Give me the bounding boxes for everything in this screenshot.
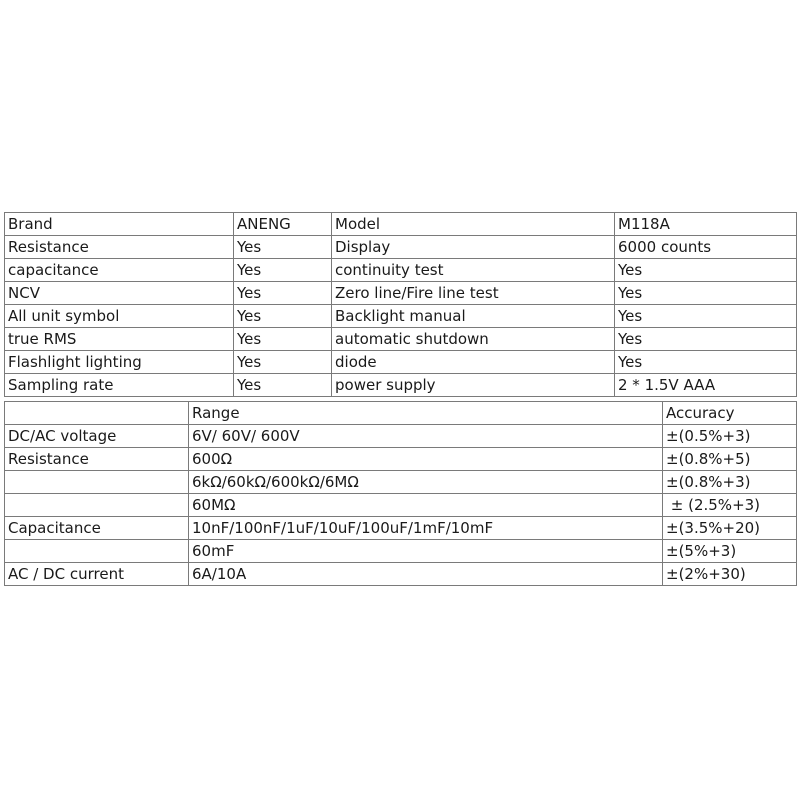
range-cell: 60mF xyxy=(189,540,663,563)
table-row xyxy=(5,448,797,471)
spec-label: Backlight manual xyxy=(332,305,615,328)
accuracy-cell: ±(0.8%+5) xyxy=(663,448,797,471)
table-row xyxy=(5,328,797,351)
spec-label: Resistance xyxy=(5,236,234,259)
spec-value: Yes xyxy=(615,305,797,328)
spec-value: Yes xyxy=(234,328,332,351)
table-row xyxy=(5,540,797,563)
table-row xyxy=(5,517,797,540)
spec-value: Yes xyxy=(615,328,797,351)
function-cell: DC/AC voltage xyxy=(5,425,189,448)
spec-value: Yes xyxy=(234,259,332,282)
accuracy-cell: ±(2%+30) xyxy=(663,563,797,586)
spec-label: power supply xyxy=(332,374,615,397)
spec-label: Zero line/Fire line test xyxy=(332,282,615,305)
spec-value: Yes xyxy=(234,351,332,374)
accuracy-cell: ±(5%+3) xyxy=(663,540,797,563)
table-row xyxy=(5,425,797,448)
table-row xyxy=(5,494,797,517)
range-cell: 6kΩ/60kΩ/600kΩ/6MΩ xyxy=(189,471,663,494)
spec-value: M118A xyxy=(615,213,797,236)
range-cell: 600Ω xyxy=(189,448,663,471)
range-cell: 6V/ 60V/ 600V xyxy=(189,425,663,448)
table-row xyxy=(5,259,797,282)
accuracy-cell: ±(0.5%+3) xyxy=(663,425,797,448)
spec-label: Flashlight lighting xyxy=(5,351,234,374)
table-row xyxy=(5,305,797,328)
spec-value: Yes xyxy=(615,282,797,305)
spec-label: Display xyxy=(332,236,615,259)
spec-value: Yes xyxy=(234,282,332,305)
function-cell: Resistance xyxy=(5,448,189,471)
accuracy-cell: ±(0.8%+3) xyxy=(663,471,797,494)
spec-value: Yes xyxy=(615,351,797,374)
table-row xyxy=(5,236,797,259)
spec-value: ANENG xyxy=(234,213,332,236)
accuracy-header: Accuracy xyxy=(663,402,797,425)
range-cell: 6A/10A xyxy=(189,563,663,586)
spec-value: Yes xyxy=(234,236,332,259)
spec-label: All unit symbol xyxy=(5,305,234,328)
function-header xyxy=(5,402,189,425)
spec-label: capacitance xyxy=(5,259,234,282)
table-row xyxy=(5,282,797,305)
table-header-row xyxy=(5,402,797,425)
spec-label: NCV xyxy=(5,282,234,305)
spec-label: continuity test xyxy=(332,259,615,282)
function-cell xyxy=(5,471,189,494)
table-row xyxy=(5,374,797,397)
spec-value: 2 * 1.5V AAA xyxy=(615,374,797,397)
spec-value: Yes xyxy=(615,259,797,282)
spec-label: diode xyxy=(332,351,615,374)
range-cell: 10nF/100nF/1uF/10uF/100uF/1mF/10mF xyxy=(189,517,663,540)
spec-value: Yes xyxy=(234,374,332,397)
function-cell: AC / DC current xyxy=(5,563,189,586)
spec-table xyxy=(4,212,797,397)
table-row xyxy=(5,351,797,374)
function-cell xyxy=(5,540,189,563)
accuracy-cell: ±(3.5%+20) xyxy=(663,517,797,540)
spec-value: 6000 counts xyxy=(615,236,797,259)
spec-label: Model xyxy=(332,213,615,236)
table-row xyxy=(5,563,797,586)
spec-label: Sampling rate xyxy=(5,374,234,397)
spec-label: true RMS xyxy=(5,328,234,351)
table-row xyxy=(5,213,797,236)
spec-label: Brand xyxy=(5,213,234,236)
range-header: Range xyxy=(189,402,663,425)
function-cell: Capacitance xyxy=(5,517,189,540)
range-accuracy-table xyxy=(4,401,797,586)
spec-label: automatic shutdown xyxy=(332,328,615,351)
function-cell xyxy=(5,494,189,517)
table-row xyxy=(5,471,797,494)
accuracy-cell: ± (2.5%+3) xyxy=(663,494,797,517)
spec-value: Yes xyxy=(234,305,332,328)
range-cell: 60MΩ xyxy=(189,494,663,517)
